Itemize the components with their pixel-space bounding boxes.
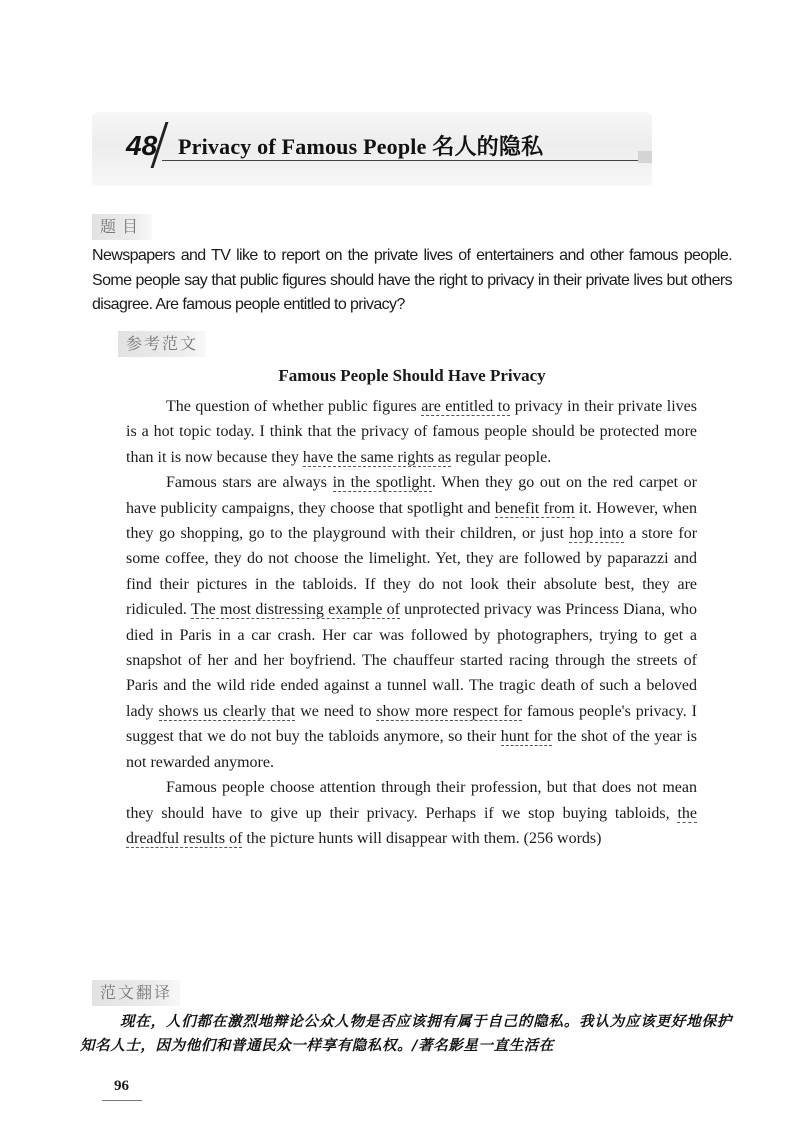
text-run: The question of whether public figures (166, 398, 422, 415)
essay-title: Famous People Should Have Privacy (278, 366, 546, 385)
underlined-phrase: benefit from (494, 499, 575, 517)
essay-paragraph-1 (126, 394, 697, 470)
chapter-title: Privacy of Famous People 名人的隐私 (178, 134, 544, 159)
underlined-phrase: The most distressing example of (190, 601, 400, 619)
text-run: it. However, when they go shopping, go to the playground with their children, or just (126, 499, 698, 543)
essay-body (126, 394, 697, 851)
underlined-phrase: in the spotlight (332, 474, 432, 492)
prompt-section-label: 题目 (92, 214, 152, 240)
page-number: 96 (114, 1078, 129, 1094)
underlined-phrase: are entitled to (421, 398, 511, 415)
translation-text: 现在，人们都在激烈地辩论公众人物是否应该拥有属于自己的隐私。我认为应该更好地保护知名人士，因为他们和普通民众一样享有隐私权。/著名影星一直生活在 (80, 1014, 732, 1054)
sample-essay-section-label: 参考范文 (118, 331, 206, 357)
text-run: . When they go out on the red carpet or have publicity campaigns, they choose that spotlight and (126, 474, 698, 517)
underlined-phrase: hunt for (500, 728, 553, 746)
text-run: unprotected privacy was Princess Diana, who died in Paris in a car crash. Her car was followed by photographers, trying to get a snapshot of her and her boyfriend. The chauffeur started racing through the streets of Paris and the wild ride ended against a tunnel wall. The tragic death of such a beloved lady (126, 601, 698, 720)
prompt-text: Newspapers and TV like to report on the private lives of entertainers and other famous people. Some people say that public figures should have the right to privacy in their private lives but others disagree. Are famous people entitled to privacy? (92, 247, 732, 313)
essay-paragraph-2 (126, 470, 697, 775)
text-run: we need to (295, 702, 377, 720)
text-run: privacy in their private lives is a hot topic today. I think that the privacy of famous people should be protected more than it is now because they (126, 398, 698, 466)
text-run: Famous people choose attention through their profession, but that does not mean they should have to give up their privacy. Perhaps if we stop buying tabloids, (126, 779, 697, 822)
header-rule-end-block (638, 151, 652, 163)
text-run: Famous stars are always (166, 474, 333, 492)
text-run: regular people. (451, 448, 552, 466)
underlined-phrase: shows us clearly that (158, 702, 296, 720)
page-number-rule (102, 1100, 142, 1101)
text-run: famous people's privacy. I suggest that we do not buy the tabloids anymore, so their (126, 702, 698, 746)
underlined-phrase: have the same rights as (302, 448, 452, 466)
translation-section-label: 范文翻译 (92, 980, 180, 1006)
chapter-number: 48 (126, 130, 158, 161)
text-run: the picture hunts will disappear with them. (256 words) (242, 829, 602, 847)
text-run: the shot of the year is not rewarded anymore. (126, 728, 698, 771)
header-rule (162, 160, 638, 161)
text-run: a store for some coffee, they do not choose the limelight. Yet, they are followed by paparazzi and find their pictures in the tabloids. If they do not look their absolute best, they are ridiculed. (126, 525, 698, 619)
underlined-phrase: the dreadful results of (126, 804, 697, 847)
essay-paragraph-3 (126, 775, 697, 851)
underlined-phrase: hop into (569, 525, 624, 543)
underlined-phrase: show more respect for (376, 702, 522, 720)
